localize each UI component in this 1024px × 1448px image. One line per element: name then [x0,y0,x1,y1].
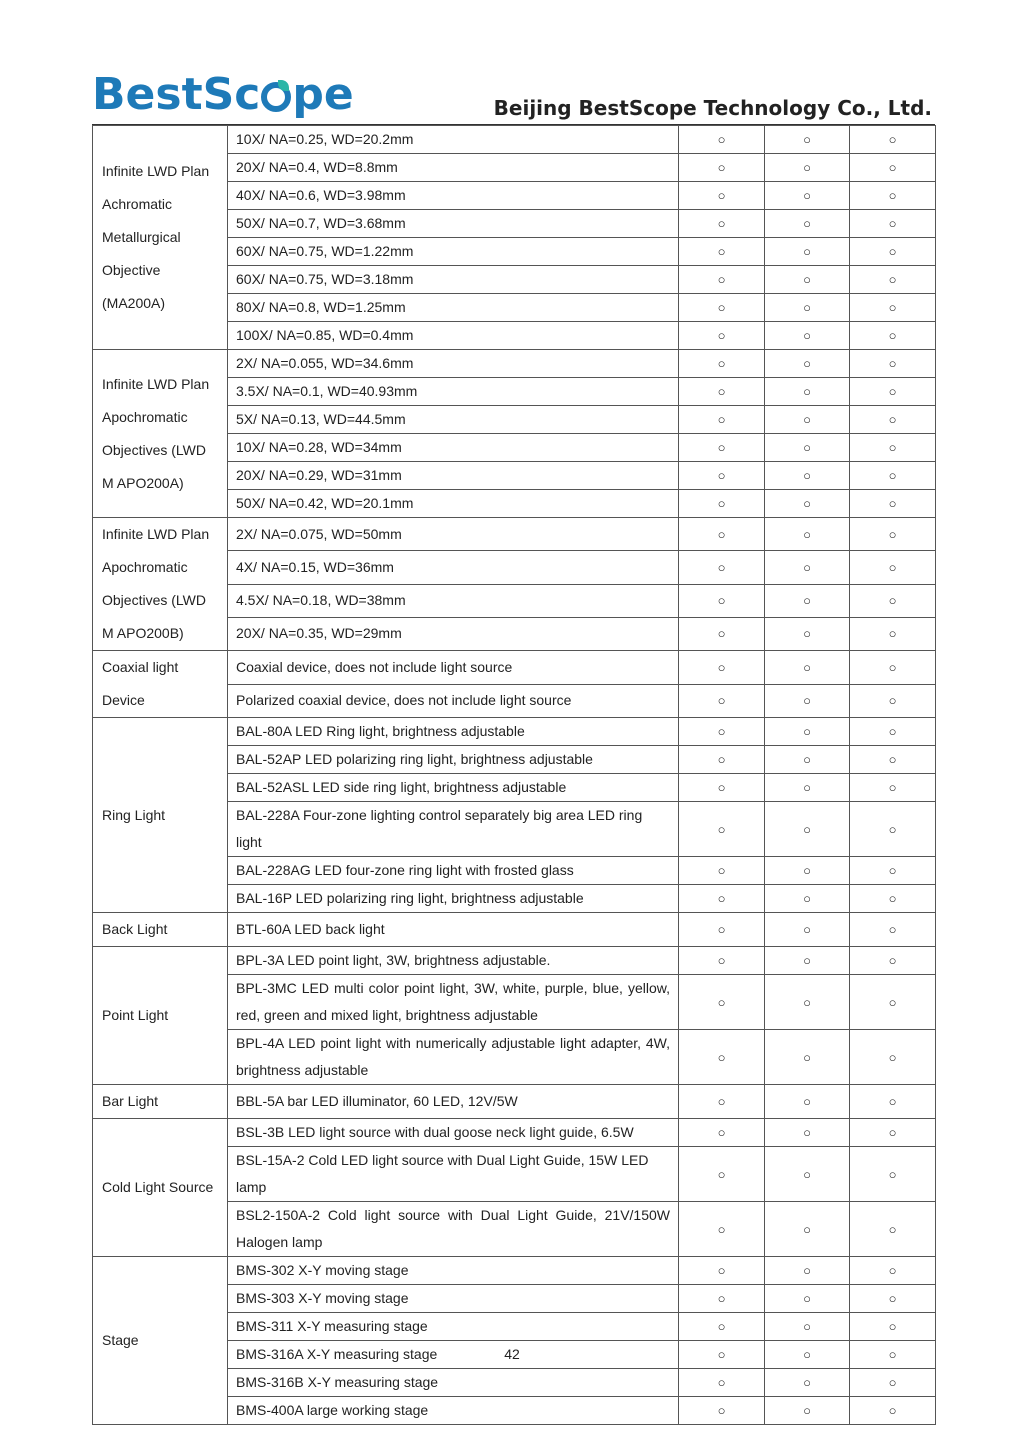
category-cell [93,947,228,1085]
category-line: Infinite LWD Plan [102,163,210,179]
category-line: (MA200A) [102,295,166,311]
availability-mark-icon: ○ [679,210,765,238]
item-description: Coaxial device, does not include light source [228,651,679,685]
availability-mark-icon: ○ [850,1285,936,1313]
availability-mark-icon: ○ [765,350,850,378]
availability-mark-icon: ○ [679,490,765,518]
availability-mark-icon: ○ [765,294,850,322]
category-cell [93,350,228,518]
category-cell [93,1257,228,1425]
availability-mark-icon: ○ [765,802,850,857]
availability-mark-icon: ○ [765,975,850,1030]
item-description: 3.5X/ NA=0.1, WD=40.93mm [228,378,679,406]
logo-leaf-icon [278,80,289,91]
availability-mark-icon: ○ [679,238,765,266]
category-line: Stage [102,1332,139,1348]
category-line: Objectives (LWD [102,441,206,458]
item-description: 100X/ NA=0.85, WD=0.4mm [228,322,679,350]
category-line: Infinite LWD Plan [102,526,210,542]
availability-mark-icon: ○ [850,802,936,857]
item-description: 4X/ NA=0.15, WD=36mm [228,551,679,584]
category-line: M APO200A) [102,474,184,491]
item-description: BSL-3B LED light source with dual goose neck light guide, 6.5W [228,1119,679,1147]
category-cell [93,651,228,718]
availability-mark-icon: ○ [850,322,936,350]
availability-mark-icon: ○ [850,210,936,238]
item-description: BPL-3A LED point light, 3W, brightness adjustable. [228,947,679,975]
availability-mark-icon: ○ [850,154,936,182]
availability-mark-icon: ○ [850,434,936,462]
availability-mark-icon: ○ [679,322,765,350]
item-description: BAL-80A LED Ring light, brightness adjustable [228,718,679,746]
availability-mark-icon: ○ [765,651,850,685]
availability-mark-icon: ○ [850,518,936,551]
item-description: 50X/ NA=0.7, WD=3.68mm [228,210,679,238]
company-name: Beijing BestScope Technology Co., Ltd. [493,96,932,120]
category-cell [93,1085,228,1119]
availability-mark-icon: ○ [850,975,936,1030]
availability-mark-icon: ○ [850,126,936,154]
availability-mark-icon: ○ [765,210,850,238]
availability-mark-icon: ○ [850,885,936,913]
availability-mark-icon: ○ [850,718,936,746]
availability-mark-icon: ○ [765,1119,850,1147]
item-description: 20X/ NA=0.4, WD=8.8mm [228,154,679,182]
availability-mark-icon: ○ [765,1030,850,1085]
availability-mark-icon: ○ [850,182,936,210]
availability-mark-icon: ○ [850,462,936,490]
availability-mark-icon: ○ [679,294,765,322]
availability-mark-icon: ○ [765,378,850,406]
availability-mark-icon: ○ [765,718,850,746]
availability-mark-icon: ○ [850,1397,936,1425]
availability-mark-icon: ○ [679,434,765,462]
item-description: 5X/ NA=0.13, WD=44.5mm [228,406,679,434]
availability-mark-icon: ○ [679,684,765,718]
availability-mark-icon: ○ [679,1397,765,1425]
availability-mark-icon: ○ [850,1313,936,1341]
availability-mark-icon: ○ [850,947,936,975]
table-row [93,126,936,154]
availability-mark-icon: ○ [679,126,765,154]
availability-mark-icon: ○ [850,1257,936,1285]
item-description: 10X/ NA=0.28, WD=34mm [228,434,679,462]
availability-mark-icon: ○ [765,857,850,885]
availability-mark-icon: ○ [679,617,765,650]
availability-mark-icon: ○ [765,462,850,490]
item-description: 20X/ NA=0.29, WD=31mm [228,462,679,490]
category-line: Apochromatic [102,408,188,425]
availability-mark-icon: ○ [850,584,936,617]
availability-mark-icon: ○ [765,774,850,802]
availability-mark-icon: ○ [765,684,850,718]
availability-mark-icon: ○ [679,975,765,1030]
item-description: BAL-52ASL LED side ring light, brightness adjustable [228,774,679,802]
availability-mark-icon: ○ [850,617,936,650]
availability-mark-icon: ○ [679,1119,765,1147]
availability-mark-icon: ○ [679,154,765,182]
item-description: BAL-228A Four-zone lighting control separately big area LED ring light [228,802,679,857]
availability-mark-icon: ○ [850,1202,936,1257]
availability-mark-icon: ○ [679,551,765,584]
availability-mark-icon: ○ [850,774,936,802]
availability-mark-icon: ○ [765,434,850,462]
availability-mark-icon: ○ [850,651,936,685]
item-description: 40X/ NA=0.6, WD=3.98mm [228,182,679,210]
availability-mark-icon: ○ [679,1313,765,1341]
category-cell [93,1119,228,1257]
category-line: Apochromatic [102,559,188,575]
item-description: BMS-311 X-Y measuring stage [228,1313,679,1341]
availability-mark-icon: ○ [765,1147,850,1202]
availability-mark-icon: ○ [850,684,936,718]
availability-mark-icon: ○ [679,1202,765,1257]
availability-mark-icon: ○ [765,1369,850,1397]
item-description: 2X/ NA=0.075, WD=50mm [228,518,679,551]
availability-mark-icon: ○ [850,378,936,406]
item-description: BMS-316A X-Y measuring stage [228,1341,679,1369]
item-description: BMS-303 X-Y moving stage [228,1285,679,1313]
availability-mark-icon: ○ [765,1202,850,1257]
availability-mark-icon: ○ [850,746,936,774]
availability-mark-icon: ○ [850,350,936,378]
item-description: BPL-4A LED point light with numerically adjustable light adapter, 4W, brightness adjustable [228,1030,679,1085]
availability-mark-icon: ○ [679,584,765,617]
availability-mark-icon: ○ [765,266,850,294]
item-description: 4.5X/ NA=0.18, WD=38mm [228,584,679,617]
availability-mark-icon: ○ [850,1085,936,1119]
availability-mark-icon: ○ [765,126,850,154]
category-line: Back Light [102,921,168,937]
item-description: 20X/ NA=0.35, WD=29mm [228,617,679,650]
availability-mark-icon: ○ [679,462,765,490]
availability-mark-icon: ○ [765,617,850,650]
category-line: Infinite LWD Plan [102,375,210,392]
category-cell [93,718,228,913]
availability-mark-icon: ○ [850,1369,936,1397]
availability-mark-icon: ○ [679,1285,765,1313]
item-description: BTL-60A LED back light [228,913,679,947]
availability-mark-icon: ○ [679,518,765,551]
availability-mark-icon: ○ [679,266,765,294]
availability-mark-icon: ○ [850,238,936,266]
availability-mark-icon: ○ [679,774,765,802]
item-description: BMS-302 X-Y moving stage [228,1257,679,1285]
category-line: Device [102,692,145,708]
category-line: Bar Light [102,1093,159,1109]
availability-mark-icon: ○ [765,584,850,617]
availability-mark-icon: ○ [765,490,850,518]
table-row [93,518,936,551]
category-cell [93,913,228,947]
company-logo [92,70,354,120]
availability-mark-icon: ○ [679,718,765,746]
category-line: Point Light [102,1007,169,1023]
table-row [93,1119,936,1147]
availability-mark-icon: ○ [679,947,765,975]
availability-mark-icon: ○ [850,490,936,518]
logo-text-end: pe [292,69,354,120]
item-description: BAL-228AG LED four-zone ring light with frosted glass [228,857,679,885]
availability-mark-icon: ○ [765,885,850,913]
availability-mark-icon: ○ [850,294,936,322]
category-cell [93,518,228,651]
table-row [93,1085,936,1119]
item-description: BBL-5A bar LED illuminator, 60 LED, 12V/5W [228,1085,679,1119]
availability-mark-icon: ○ [679,885,765,913]
table-row [93,1257,936,1285]
availability-mark-icon: ○ [765,1085,850,1119]
item-description: BPL-3MC LED multi color point light, 3W, white, purple, blue, yellow, red, green and mixed light, brightness adjustable [228,975,679,1030]
table-row [93,947,936,975]
table-row [93,651,936,685]
availability-mark-icon: ○ [765,913,850,947]
availability-mark-icon: ○ [679,1085,765,1119]
table-row [93,718,936,746]
item-description: BMS-316B X-Y measuring stage [228,1369,679,1397]
availability-mark-icon: ○ [765,182,850,210]
item-description: 2X/ NA=0.055, WD=34.6mm [228,350,679,378]
table-row [93,350,936,378]
availability-mark-icon: ○ [679,746,765,774]
availability-mark-icon: ○ [679,378,765,406]
item-description: 50X/ NA=0.42, WD=20.1mm [228,490,679,518]
availability-mark-icon: ○ [765,551,850,584]
availability-mark-icon: ○ [679,182,765,210]
availability-mark-icon: ○ [850,1147,936,1202]
availability-mark-icon: ○ [679,406,765,434]
availability-mark-icon: ○ [679,1369,765,1397]
item-description: BSL-15A-2 Cold LED light source with Dual Light Guide, 15W LED lamp [228,1147,679,1202]
availability-mark-icon: ○ [679,350,765,378]
category-line: Objective [102,262,161,278]
availability-mark-icon: ○ [765,518,850,551]
availability-mark-icon: ○ [679,802,765,857]
category-line: Coaxial light [102,659,179,675]
item-description: 60X/ NA=0.75, WD=3.18mm [228,266,679,294]
availability-mark-icon: ○ [679,857,765,885]
table-row [93,913,936,947]
availability-mark-icon: ○ [765,238,850,266]
availability-mark-icon: ○ [679,913,765,947]
availability-mark-icon: ○ [765,1341,850,1369]
item-description: BAL-52AP LED polarizing ring light, brightness adjustable [228,746,679,774]
availability-mark-icon: ○ [850,1119,936,1147]
availability-mark-icon: ○ [765,1285,850,1313]
logo-text-start: BestSc [92,69,261,120]
availability-mark-icon: ○ [765,1257,850,1285]
availability-mark-icon: ○ [850,913,936,947]
item-description: BSL2-150A-2 Cold light source with Dual Light Guide, 21V/150W Halogen lamp [228,1202,679,1257]
category-line: Objectives (LWD [102,592,206,608]
category-line: Achromatic [102,196,173,212]
category-cell [93,126,228,350]
availability-mark-icon: ○ [765,154,850,182]
item-description: BAL-16P LED polarizing ring light, brightness adjustable [228,885,679,913]
availability-mark-icon: ○ [765,322,850,350]
availability-mark-icon: ○ [679,1030,765,1085]
availability-mark-icon: ○ [765,1313,850,1341]
availability-mark-icon: ○ [850,1030,936,1085]
item-description: BMS-400A large working stage [228,1397,679,1425]
item-description: 10X/ NA=0.25, WD=20.2mm [228,126,679,154]
item-description: Polarized coaxial device, does not include light source [228,684,679,718]
availability-mark-icon: ○ [850,1341,936,1369]
availability-mark-icon: ○ [765,406,850,434]
availability-mark-icon: ○ [679,1147,765,1202]
accessory-table [92,125,936,1425]
item-description: 60X/ NA=0.75, WD=1.22mm [228,238,679,266]
availability-mark-icon: ○ [679,651,765,685]
accessory-table-body [93,126,936,1425]
category-line: Ring Light [102,806,166,823]
availability-mark-icon: ○ [850,406,936,434]
availability-mark-icon: ○ [679,1341,765,1369]
availability-mark-icon: ○ [850,857,936,885]
item-description: 80X/ NA=0.8, WD=1.25mm [228,294,679,322]
availability-mark-icon: ○ [765,1397,850,1425]
availability-mark-icon: ○ [850,266,936,294]
logo-o-icon [261,82,291,112]
page-number: 42 [504,1346,520,1362]
category-line: Metallurgical [102,229,181,245]
availability-mark-icon: ○ [765,947,850,975]
availability-mark-icon: ○ [765,746,850,774]
availability-mark-icon: ○ [679,1257,765,1285]
category-line: Cold Light Source [102,1179,214,1195]
category-line: M APO200B) [102,625,184,641]
availability-mark-icon: ○ [850,551,936,584]
